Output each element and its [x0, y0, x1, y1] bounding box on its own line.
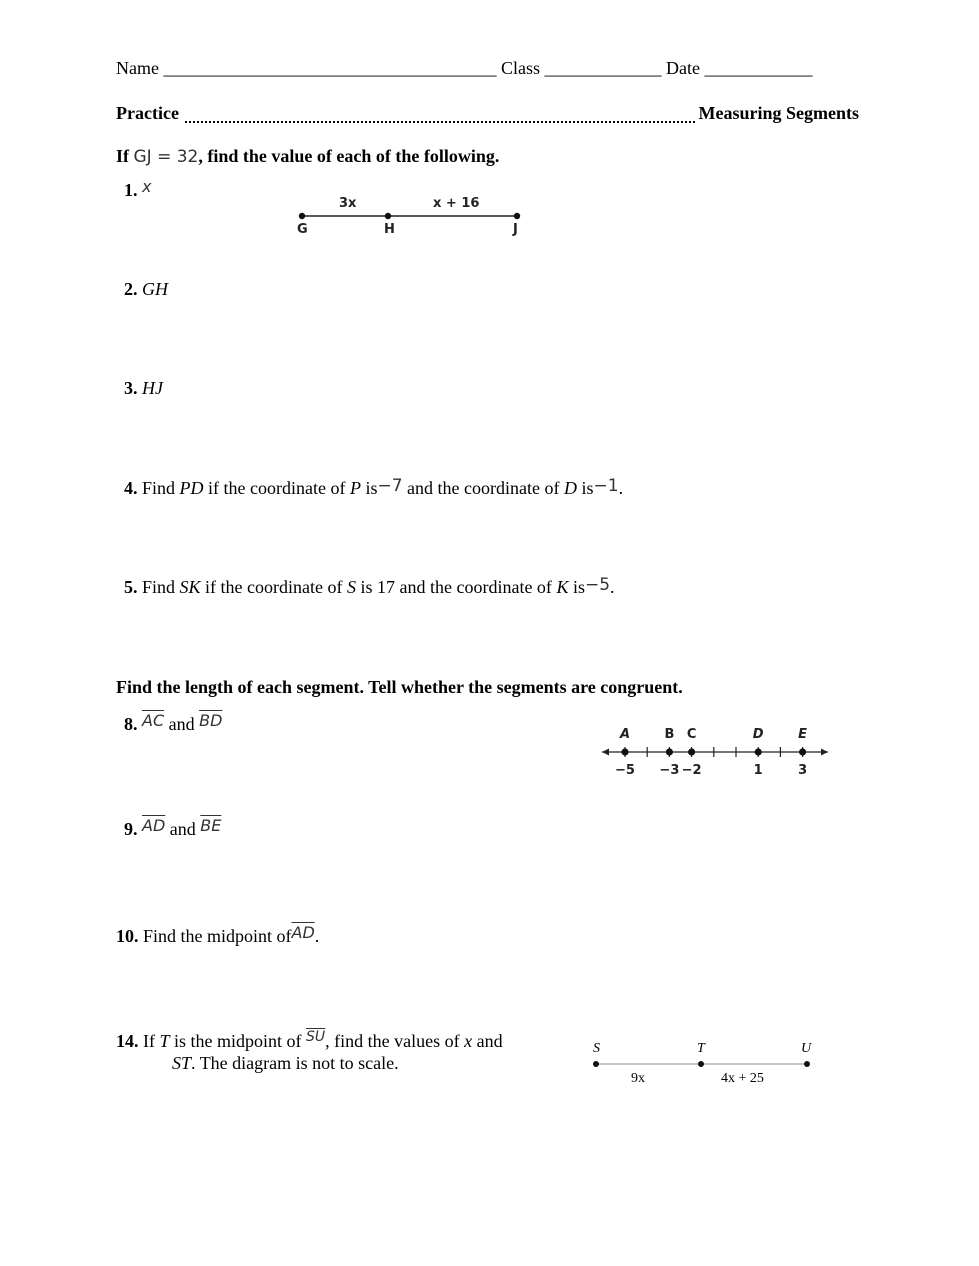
point-t [698, 1061, 704, 1067]
section2-heading: Find the length of each segment. Tell whether the segments are congruent. [116, 677, 683, 697]
problem-number: 8. [124, 714, 138, 734]
text: and [168, 714, 195, 734]
text: . [618, 478, 624, 498]
problem-number: 5. [124, 577, 138, 597]
arrow-left-icon [602, 749, 609, 756]
intro-prefix: If [116, 146, 129, 166]
text: Find the midpoint of [143, 926, 292, 946]
point-g [299, 213, 305, 219]
practice-title: Practice [116, 103, 183, 124]
number-line-tick-label: −2 [681, 763, 702, 778]
intro-suffix: , find the value of each of the following. [198, 146, 500, 166]
text: Find [142, 478, 176, 498]
point-h [385, 213, 391, 219]
text: . [314, 926, 320, 946]
variable: x [464, 1031, 473, 1051]
problem-variable: x [142, 177, 152, 196]
problem-number: 3. [124, 378, 138, 398]
point-label-u: U [801, 1041, 812, 1056]
point-name: P [349, 478, 361, 498]
point-label-j: J [513, 222, 518, 237]
number-line-point-label: A [619, 727, 631, 742]
problem-5 [124, 577, 615, 598]
text: is 17 and the coordinate of [360, 577, 552, 597]
problem-14-line-2 [172, 1053, 399, 1074]
class-blank[interactable]: _____________ [544, 58, 662, 78]
label-9x: 9x [631, 1071, 645, 1086]
text: , find the values of [325, 1031, 460, 1051]
segment-name: SK [179, 577, 201, 597]
number-line-point-label: C [686, 727, 697, 742]
number-line [592, 722, 842, 782]
problem-1 [124, 177, 152, 201]
text: Find [142, 577, 176, 597]
point-label-s: S [593, 1041, 600, 1056]
problem-number: 2. [124, 279, 138, 299]
text: . [610, 577, 615, 597]
segment-name: SU [306, 1029, 326, 1045]
number-line-point-d [755, 748, 762, 755]
number-line-point-e [799, 748, 806, 755]
number-line-point-label: D [752, 727, 764, 742]
text: if the coordinate of [205, 577, 343, 597]
problem-4 [124, 478, 623, 499]
point-name: S [346, 577, 356, 597]
segment-name: $\overline{AD}$ [291, 923, 315, 942]
problem-number: 4. [124, 478, 138, 498]
name-blank[interactable]: _____________________________________ [163, 58, 497, 78]
number-line-point-b [666, 748, 673, 755]
segment-diagram-stu [590, 1054, 820, 1074]
point-label-t: T [697, 1041, 705, 1056]
point-label-g: G [297, 222, 308, 237]
number-line-point-label: E [798, 727, 808, 742]
segment-name: $\overline{AD}$ [142, 816, 166, 835]
problem-2 [124, 279, 168, 300]
point-u [804, 1061, 810, 1067]
segment-name: $\overline{AC}$ [142, 711, 165, 730]
number-line-point-a [621, 748, 628, 755]
problem-14 [116, 1031, 503, 1052]
header-fields [116, 58, 812, 79]
label-3x: 3x [339, 196, 357, 211]
number-line-tick-label: −3 [659, 763, 680, 778]
date-label: Date [666, 58, 700, 78]
text: is the midpoint of [174, 1031, 302, 1051]
problem-segment: GH [142, 279, 168, 299]
arrow-right-icon [821, 749, 828, 756]
text: is [572, 577, 585, 597]
coordinate-value: −1 [593, 476, 619, 496]
name-label: Name [116, 58, 159, 78]
label-x-plus-16: x + 16 [433, 196, 480, 211]
segment-name: $\overline{BE}$ [200, 816, 222, 835]
problem-number: 1. [124, 180, 138, 200]
point-j [514, 213, 520, 219]
problem-8 [124, 711, 223, 735]
point-s [593, 1061, 599, 1067]
given-equation: GJ = 32 [133, 147, 199, 167]
coordinate-value: −5 [584, 575, 611, 595]
point-name: T [159, 1031, 170, 1051]
text: and [169, 819, 196, 839]
number-line-point-label: B [664, 727, 675, 742]
label-4x-plus-25: 4x + 25 [721, 1071, 764, 1086]
segment-diagram-ghj [290, 192, 550, 242]
section1-intro [116, 146, 499, 167]
number-line-tick-label: 1 [753, 763, 763, 778]
problem-number: 9. [124, 819, 138, 839]
segment-name: ST [172, 1053, 192, 1073]
problem-number: 10. [116, 926, 139, 946]
number-line-tick-label: 3 [798, 763, 808, 778]
lesson-title: Measuring Segments [695, 103, 860, 124]
text: If [143, 1031, 155, 1051]
text: if the coordinate of [208, 478, 346, 498]
problem-3 [124, 378, 163, 399]
date-blank[interactable]: ____________ [704, 58, 813, 78]
text: . The diagram is not to scale. [191, 1053, 399, 1073]
class-label: Class [500, 58, 540, 78]
problem-10 [116, 923, 320, 947]
text: and [476, 1031, 503, 1051]
coordinate-value: −7 [377, 476, 403, 496]
problem-9 [124, 816, 222, 840]
number-line-tick-label: −5 [615, 763, 635, 778]
number-line-point-c [688, 748, 695, 755]
point-name: K [556, 577, 569, 597]
text: and the coordinate of [407, 478, 560, 498]
problem-number: 14. [116, 1031, 139, 1051]
point-name: D [563, 478, 577, 498]
segment-name: $\overline{BD}$ [199, 711, 223, 730]
text: is [581, 478, 594, 498]
segment-name: PD [179, 478, 204, 498]
text: is [365, 478, 378, 498]
point-label-h: H [384, 222, 395, 237]
problem-segment: HJ [142, 378, 163, 398]
